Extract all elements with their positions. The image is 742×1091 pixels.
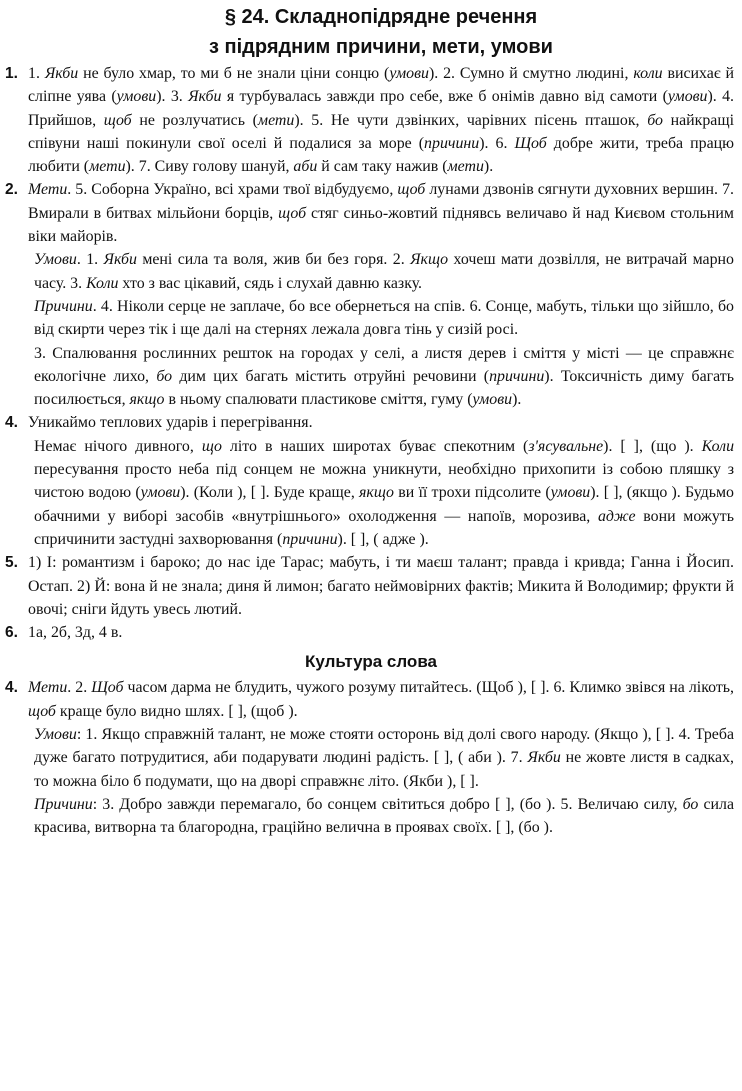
answer-item <box>0 621 742 644</box>
italic-term: Мети <box>28 679 68 697</box>
italic-term: умови <box>140 484 181 502</box>
italic-term: Якщо <box>410 251 449 269</box>
italic-term: Щоб <box>514 134 547 152</box>
item-number: 4. <box>5 414 18 432</box>
text-run: мені сила та воля, жив би без горя. 2. <box>136 251 411 269</box>
italic-term: Якби <box>44 65 79 82</box>
italic-term: умови <box>550 484 591 502</box>
text-run: ). 7. Сиву голову шануй, <box>125 158 294 176</box>
answer-item <box>0 411 742 551</box>
text-run: ). 2. Сумно й смутно людині, <box>428 65 634 82</box>
answer-item <box>0 178 742 411</box>
italic-term: Умови <box>34 726 77 744</box>
text-run: ). Токсичність диму багать посилюється, <box>34 367 734 409</box>
italic-term: умови <box>667 88 708 106</box>
text-run: сила красива, витворна та благородна, граційно велична в проявах своїх. [ ], (бо ). <box>34 795 734 837</box>
italic-term: умови <box>389 65 429 82</box>
italic-term: коли <box>633 65 663 82</box>
item-number: 6. <box>5 624 18 642</box>
italic-term: щоб <box>28 702 56 720</box>
answer-paragraph <box>28 411 734 434</box>
italic-term: бо <box>156 367 173 385</box>
text-run: літо в наших широтах буває спекотним ( <box>221 437 529 455</box>
answer-paragraph <box>28 62 734 178</box>
italic-term: аби <box>293 158 318 176</box>
italic-term: адже <box>597 507 636 525</box>
italic-term: з'ясувальне <box>528 437 604 455</box>
italic-term: Мети <box>28 181 68 199</box>
item-number: 4. <box>5 679 18 697</box>
text-run: 1) І: романтизм і бароко; до нас іде Тарас; мабуть, і ти маєш талант; правда і кривда; Ганна і Йосип. Остап. 2) Й: вона й не знала; диня й лимон; багато неймовірних фактів; Микита й Володимир; фрукти й овочі; сніги йдуть увесь лютий. <box>28 554 734 618</box>
text-run: хто з вас цікавий, сядь і слухай давню казку. <box>118 274 423 292</box>
italic-term: щоб <box>103 111 132 129</box>
text-run: в ньому спалювати пластикове сміття, гуму ( <box>164 391 473 409</box>
text-run: . 2. <box>67 679 92 697</box>
text-run: ). (Коли ), [ ]. Буде краще, <box>180 484 360 502</box>
text-run: ). [ ], (що ). <box>603 437 702 455</box>
text-run: ви її трохи підсолите ( <box>394 484 551 502</box>
text-run: ). [ ], (якщо ). Будьмо обачними у виборі засобів «внутрішнього» охолодження — напоїв, морозива, <box>34 484 735 525</box>
italic-term: Причини <box>34 297 93 315</box>
italic-term: бо <box>682 795 699 813</box>
answer-item <box>0 676 742 839</box>
answer-paragraph <box>28 178 734 248</box>
italic-term: бо <box>647 111 663 129</box>
italic-term: причини <box>282 530 338 548</box>
title-block <box>20 0 742 62</box>
answer-paragraph <box>28 621 734 644</box>
italic-term: мети <box>257 111 295 129</box>
text-run: не було хмар, то ми б не знали ціни сонцю ( <box>78 65 390 82</box>
answer-item <box>0 62 742 178</box>
text-run: : 3. Добро завжди перемагало, бо сонцем світиться добро [ ], (бо ). 5. Величаю силу, <box>92 795 683 813</box>
text-run: ). <box>483 158 494 176</box>
text-run: лунами дзвонів сягнути духовних вершин. 7. Вмирали в битвах мільйони борців, <box>28 181 734 222</box>
text-run: ). 6. <box>479 134 515 152</box>
text-run: ). [ ], ( адже ). <box>337 530 429 548</box>
italic-term: мети <box>447 158 484 176</box>
italic-term: якщо <box>129 391 165 409</box>
text-run: краще було видно шлях. [ ], (щоб ). <box>55 702 298 720</box>
text-run: хочеш мати дозвілля, не витрачай марно часу. 3. <box>34 251 734 292</box>
answer-paragraph <box>28 435 734 551</box>
text-run: : 1. Якщо справжній талант, не може стояти осторонь від долі свого народу. (Якщо ), [ ]. 4. Треба дуже багато потрудитися, аби подарувати людині радість. [ ], ( аби ). 7. <box>34 726 734 767</box>
text-run: ). 4. Прийшов, <box>28 88 734 129</box>
text-run: не розлучатись ( <box>131 111 258 129</box>
answer-paragraph <box>28 248 734 295</box>
italic-term: що <box>201 437 222 455</box>
italic-term: щоб <box>278 204 307 222</box>
text-run: ). <box>512 391 522 409</box>
text-run: 1а, 2б, 3д, 4 в. <box>28 624 123 642</box>
text-run: пересування просто неба під сонцем не можна уникнути, необхідно прихопити із собою пляшку з чистою водою ( <box>34 461 734 502</box>
answers-list <box>0 62 742 644</box>
text-run: ). 5. Не чути дзвінких, чарівних пісень пташок, <box>294 111 648 129</box>
section-title-culture: Культура слова <box>305 652 437 672</box>
text-run: й сам таку нажив ( <box>317 158 448 176</box>
italic-term: Коли <box>701 437 735 455</box>
text-run: часом дарма не блудить, чужого розуму питайтесь. (Щоб ), [ ]. 6. Климко звівся на лікоть, <box>123 679 735 697</box>
item-number: 5. <box>5 554 18 572</box>
italic-term: Щоб <box>91 679 124 697</box>
italic-term: Коли <box>86 274 119 292</box>
italic-term: Якби <box>103 251 137 269</box>
italic-term: мети <box>89 158 126 176</box>
text-run: дим цих багать містить отруйні речовини ( <box>172 367 490 385</box>
page-title-line-2: з підрядним причини, мети, умови <box>209 36 553 58</box>
text-run: . 4. Ніколи серце не заплаче, бо все обернеться на спів. 6. Сонце, мабуть, тільки що зійшло, бо від скирти через тік і ще далі на стернях лежала довга тінь у сизій росі. <box>34 297 734 339</box>
italic-term: якщо <box>359 484 395 502</box>
text-run: не жовте листя в садках, то можна біло б подумати, що на дворі справжнє літо. (Якби ), [ ]. <box>34 749 734 790</box>
text-run: висихає й сліпне уява ( <box>28 65 735 106</box>
answer-paragraph <box>28 295 734 342</box>
italic-term: щоб <box>397 181 426 199</box>
text-run: 3. Спалювання рослинних решток на городах у селі, а листя дерев і сміття у місті — це справжнє екологічне лихо, <box>34 344 734 385</box>
text-run: добре жити, треба працю любити ( <box>28 134 734 176</box>
text-run: . 5. Соборна Україно, всі храми твої відбудуємо, <box>67 181 398 199</box>
text-run: . 1. <box>76 251 104 269</box>
text-run: Уникаймо теплових ударів і перегрівання. <box>28 414 313 432</box>
culture-answers-list <box>0 676 742 839</box>
italic-term: умови <box>116 88 157 106</box>
text-run: ). 3. <box>156 88 189 106</box>
italic-term: умови <box>472 391 513 409</box>
page-title-line-1: § 24. Складнопідрядне речення <box>224 6 538 28</box>
italic-term: причини <box>424 134 480 152</box>
answer-item <box>0 551 742 621</box>
text-run: стяг синьо-жовтий піднявсь величаво й над Києвом стольним віки майорів. <box>28 204 734 246</box>
text-run: найкращі співуни наші покинули свої оселі й подалися за море ( <box>28 111 735 152</box>
answer-paragraph <box>28 676 734 723</box>
answer-paragraph <box>28 342 734 412</box>
item-number: 2. <box>5 181 18 199</box>
italic-term: Причини <box>34 795 93 813</box>
answer-paragraph <box>28 793 734 840</box>
italic-term: Якби <box>527 749 561 767</box>
text-run: я турбувалась завжди про себе, вже б онімів давно від самоти ( <box>221 88 668 106</box>
italic-term: Якби <box>188 88 222 106</box>
text-run: вони можуть спричинити застудні захворювання ( <box>34 507 734 548</box>
text-run: 1. <box>28 65 45 82</box>
answer-paragraph <box>28 723 734 793</box>
text-run: Немає нічого дивного, <box>34 437 202 455</box>
item-number: 1. <box>5 65 18 82</box>
answer-paragraph <box>28 551 734 621</box>
italic-term: Умови <box>34 251 77 269</box>
italic-term: причини <box>489 367 545 385</box>
